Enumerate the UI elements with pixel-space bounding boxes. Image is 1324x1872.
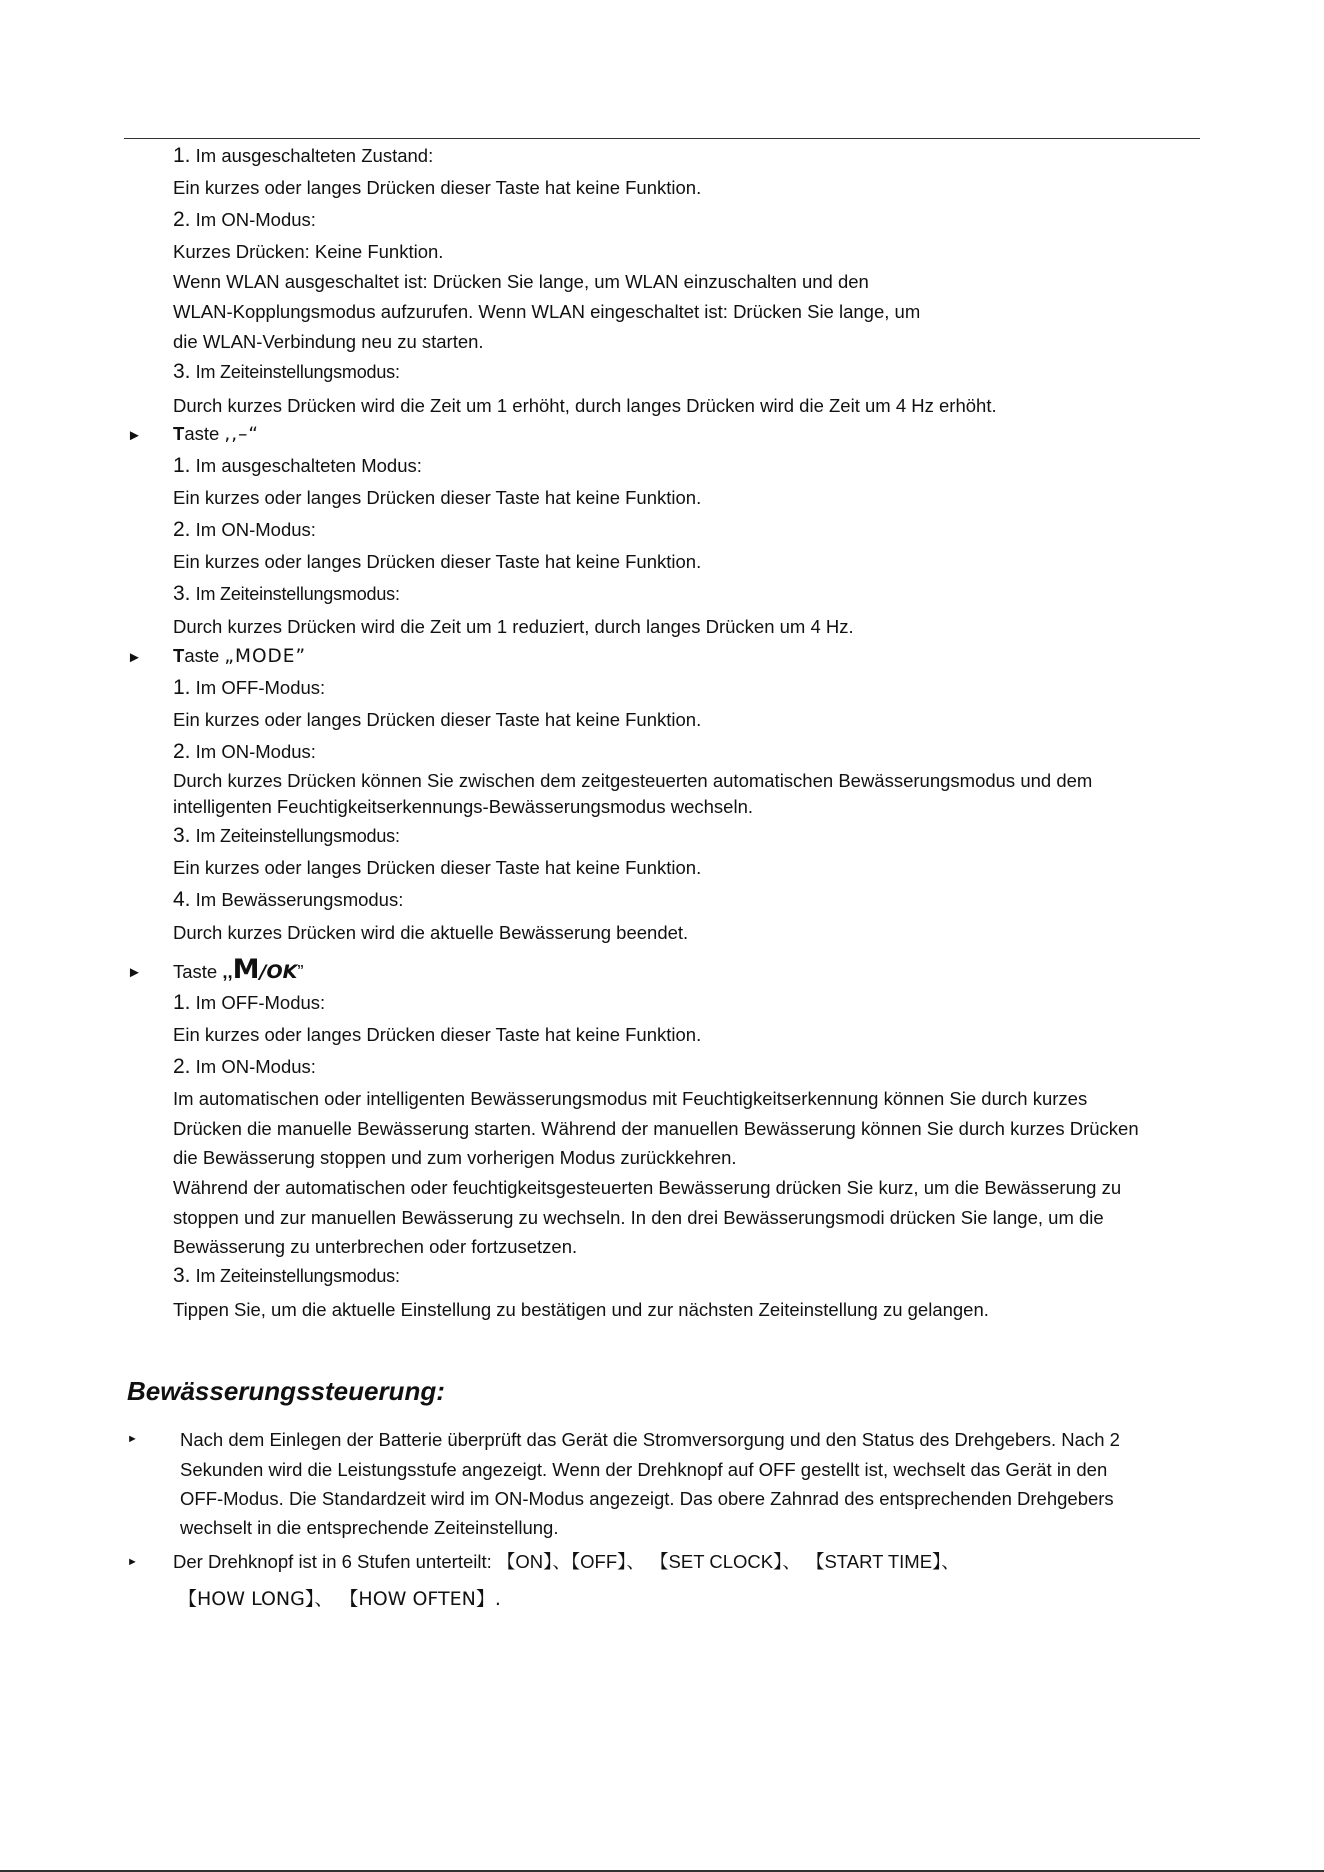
item-heading: 2. Im ON-Modus: xyxy=(173,740,316,763)
item-body: Durch kurzes Drücken wird die Zeit um 1 erhöht, durch langes Drücken wird die Zeit um 4 Hz erhöht. xyxy=(173,395,997,416)
item-body: Ein kurzes oder langes Drücken dieser Taste hat keine Funktion. xyxy=(173,551,702,572)
item-body: Ein kurzes oder langes Drücken dieser Taste hat keine Funktion. xyxy=(173,709,702,730)
item-heading: 3. Im Zeiteinstellungsmodus: xyxy=(173,1264,400,1287)
triangle-right-icon: ► xyxy=(127,1556,138,1568)
triangle-right-icon: ► xyxy=(127,649,142,666)
section-heading-ok: Taste ,,M/OK” xyxy=(173,954,304,985)
item-heading: 1. Im OFF-Modus: xyxy=(173,676,326,699)
item-body: Tippen Sie, um die aktuelle Einstellung zu bestätigen und zur nächsten Zeiteinstellung zu gelangen. xyxy=(173,1299,989,1320)
item-body: Ein kurzes oder langes Drücken dieser Taste hat keine Funktion. xyxy=(173,857,702,878)
paragraph-line: 【HOW LONG】、 【HOW OFTEN】. xyxy=(178,1588,501,1610)
item-heading: 3. Im Zeiteinstellungsmodus: xyxy=(173,824,400,847)
item-body: Wenn WLAN ausgeschaltet ist: Drücken Sie lange, um WLAN einzuschalten und den xyxy=(173,271,869,292)
triangle-right-icon: ► xyxy=(127,1433,138,1445)
item-body: Ein kurzes oder langes Drücken dieser Taste hat keine Funktion. xyxy=(173,1024,702,1045)
item-body: die Bewässerung stoppen und zum vorherigen Modus zurückkehren. xyxy=(173,1147,737,1168)
item-body: Drücken die manuelle Bewässerung starten. Während der manuellen Bewässerung können Sie durch kurzes Drücken xyxy=(173,1118,1139,1139)
triangle-right-icon: ► xyxy=(127,964,142,981)
item-body: Durch kurzes Drücken können Sie zwischen dem zeitgesteuerten automatischen Bewässerungsmodus und dem xyxy=(173,770,1093,791)
section-heading-mode: Taste „MODE” xyxy=(173,645,307,667)
item-body: WLAN-Kopplungsmodus aufzurufen. Wenn WLAN eingeschaltet ist: Drücken Sie lange, um xyxy=(173,301,921,322)
triangle-right-icon: ► xyxy=(127,427,142,444)
section-title: Bewässerungssteuerung: xyxy=(127,1376,445,1406)
item-body: Während der automatischen oder feuchtigkeitsgesteuerten Bewässerung drücken Sie kurz, um die Bewässerung zu xyxy=(173,1177,1122,1198)
item-heading: 3. Im Zeiteinstellungsmodus: xyxy=(173,582,400,605)
item-body: Im automatischen oder intelligenten Bewässerungsmodus mit Feuchtigkeitserkennung können Sie durch kurzes xyxy=(173,1088,1088,1109)
item-heading: 4. Im Bewässerungsmodus: xyxy=(173,888,404,911)
item-body: stoppen und zur manuellen Bewässerung zu wechseln. In den drei Bewässerungsmodi drücken Sie lange, um die xyxy=(173,1207,1104,1228)
paragraph-line: Sekunden wird die Leistungsstufe angezeigt. Wenn der Drehknopf auf OFF gestellt ist, wechselt das Gerät in den xyxy=(180,1459,1108,1480)
item-body: Kurzes Drücken: Keine Funktion. xyxy=(173,241,444,262)
manual-water-icon: M xyxy=(232,954,260,985)
item-body: Durch kurzes Drücken wird die Zeit um 1 reduziert, durch langes Drücken um 4 Hz. xyxy=(173,616,854,637)
item-heading: 1. Im ausgeschalteten Zustand: xyxy=(173,144,434,167)
paragraph-line: OFF-Modus. Die Standardzeit wird im ON-Modus angezeigt. Das obere Zahnrad des entsprechenden Drehgebers xyxy=(180,1488,1114,1509)
item-heading: 1. Im OFF-Modus: xyxy=(173,991,326,1014)
item-heading: 2. Im ON-Modus: xyxy=(173,208,316,231)
item-heading: 3. Im Zeiteinstellungsmodus: xyxy=(173,360,400,383)
paragraph-line: wechselt in die entsprechende Zeiteinstellung. xyxy=(180,1517,559,1538)
item-body: Bewässerung zu unterbrechen oder fortzusetzen. xyxy=(173,1236,578,1257)
item-heading: 2. Im ON-Modus: xyxy=(173,518,316,541)
item-body: Ein kurzes oder langes Drücken dieser Taste hat keine Funktion. xyxy=(173,487,702,508)
header-rule xyxy=(124,138,1200,139)
paragraph-line: Der Drehknopf ist in 6 Stufen unterteilt: 【ON】、【OFF】、 【SET CLOCK】、 【START TIME】、 xyxy=(173,1551,960,1572)
item-heading: 2. Im ON-Modus: xyxy=(173,1055,316,1078)
item-body: intelligenten Feuchtigkeitserkennungs-Bewässerungsmodus wechseln. xyxy=(173,796,753,817)
item-body: Ein kurzes oder langes Drücken dieser Taste hat keine Funktion. xyxy=(173,177,702,198)
paragraph-line: Nach dem Einlegen der Batterie überprüft das Gerät die Stromversorgung und den Status des Drehgebers. Nach 2 xyxy=(180,1429,1120,1450)
item-body: Durch kurzes Drücken wird die aktuelle Bewässerung beendet. xyxy=(173,922,689,943)
item-heading: 1. Im ausgeschalteten Modus: xyxy=(173,454,422,477)
section-heading-minus: Taste ,,–“ xyxy=(173,423,260,445)
item-body: die WLAN-Verbindung neu zu starten. xyxy=(173,331,484,352)
